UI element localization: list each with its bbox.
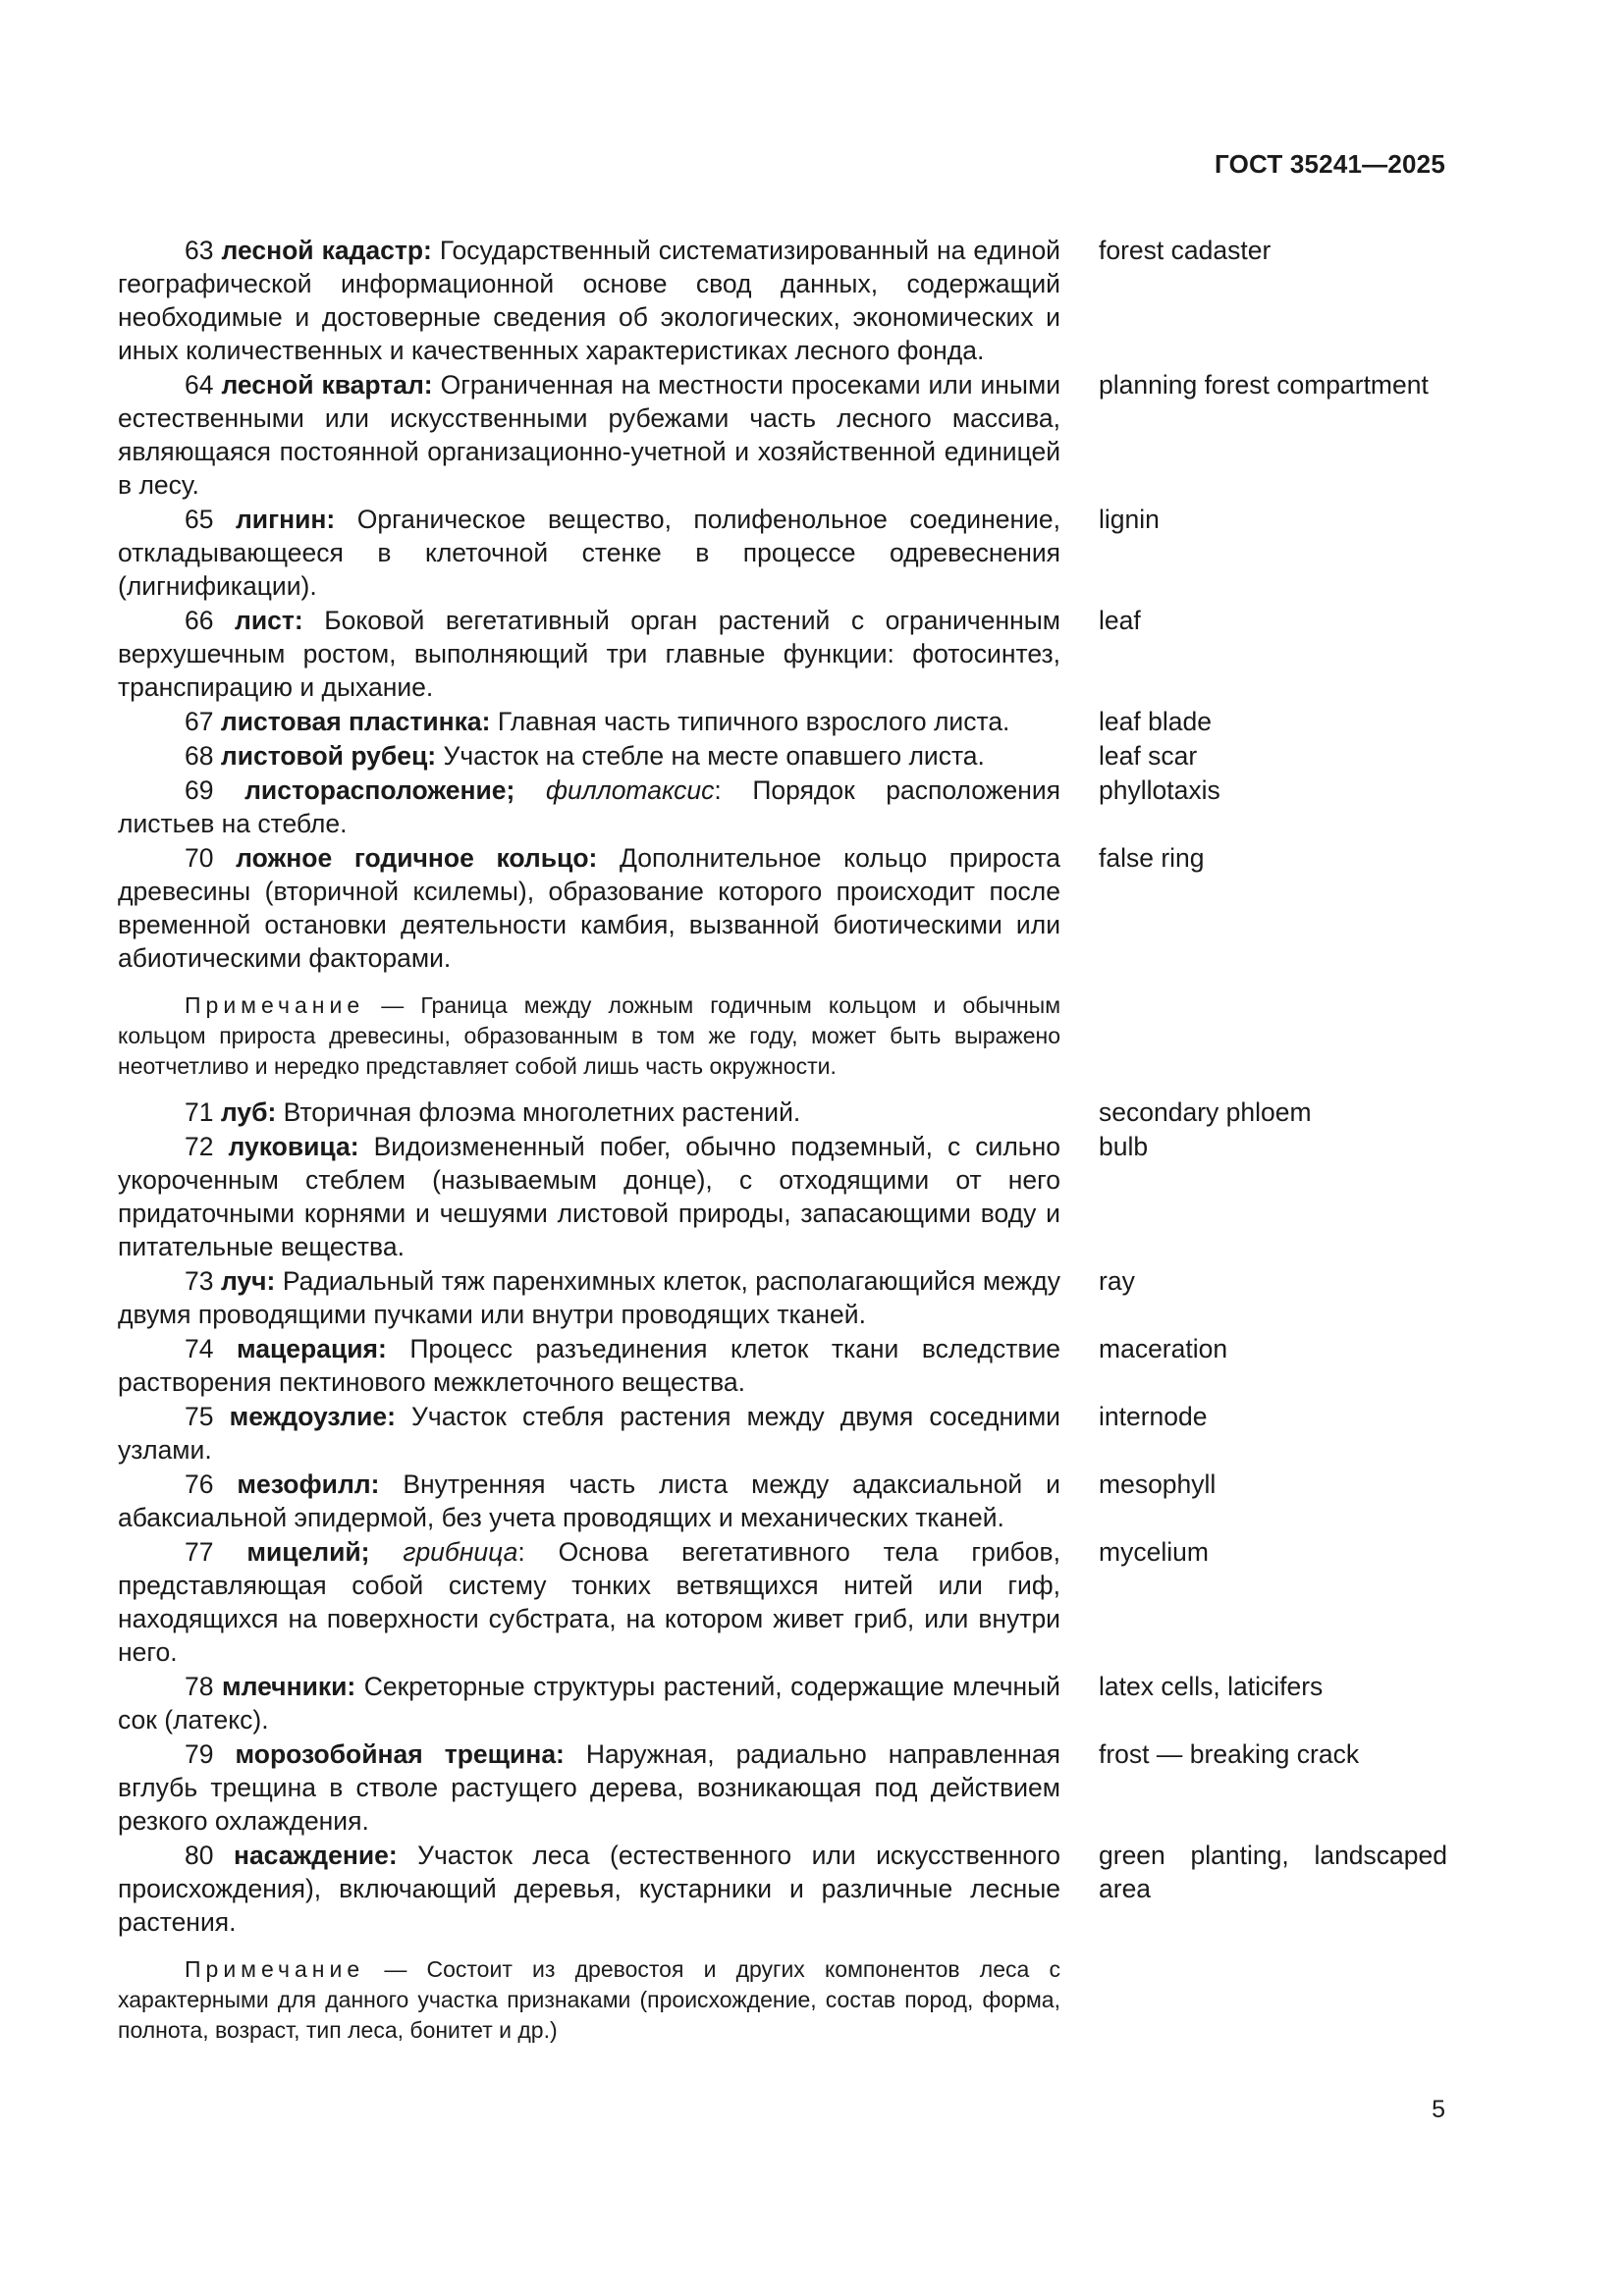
entry-66 <box>118 604 1447 704</box>
entry-synonym: грибница <box>403 1537 518 1567</box>
entry-77 <box>118 1535 1447 1669</box>
entry-definition: 64 лесной квартал: Ограниченная на местности просеками или иными естественными или искусственными рубежами часть лесного массива, являющаяся постоянной организационно-учетной и хозяйственной единицей в лесу. <box>118 370 1060 500</box>
entry-76 <box>118 1468 1447 1534</box>
entry-term: млечники: <box>222 1672 356 1701</box>
entry-term: луковица: <box>228 1132 359 1161</box>
entry-74 <box>118 1332 1447 1399</box>
entry-term: лист: <box>235 606 303 635</box>
entry-70 <box>118 841 1447 975</box>
entry-definition: 71 луб: Вторичная флоэма многолетних растений. <box>185 1097 801 1127</box>
entry-68 <box>118 739 1447 773</box>
note-entry-70: Примечание — Граница между ложным годичным кольцом и обычным кольцом прироста древесины, образованным в том же году, может быть выражено неотчетливо и нередко представляет собой лишь часть окружности. <box>118 992 1061 1079</box>
entry-english-term: leaf scar <box>1099 741 1198 771</box>
entry-definition: 67 листовая пластинка: Главная часть типичного взрослого листа. <box>185 707 1010 736</box>
document-header: ГОСТ 35241—2025 <box>1215 149 1445 179</box>
entry-definition: 74 мацерация: Процесс разъединения клеток ткани вследствие растворения пектинового межклеточного вещества. <box>118 1334 1060 1397</box>
page-number: 5 <box>1432 2096 1445 2123</box>
entry-english-term: mycelium <box>1099 1537 1209 1567</box>
entry-definition: 69 листорасположение; филлотаксис: Порядок расположения листьев на стебле. <box>118 775 1060 838</box>
note-label: Примечание <box>185 992 365 1018</box>
entry-english-term: phyllotaxis <box>1099 775 1220 805</box>
entry-term: мезофилл: <box>237 1469 380 1499</box>
entry-term: насаждение: <box>233 1841 398 1870</box>
entry-english-term: maceration <box>1099 1334 1228 1363</box>
entry-75 <box>118 1400 1447 1467</box>
entry-english-term: latex cells, laticifers <box>1099 1672 1324 1701</box>
entry-72 <box>118 1130 1447 1263</box>
entry-term: луч: <box>220 1266 276 1296</box>
entry-term: ложное годичное кольцо: <box>236 843 598 873</box>
entry-63 <box>118 234 1447 367</box>
entry-english-term: secondary phloem <box>1099 1097 1312 1127</box>
note-label: Примечание <box>185 1956 365 1982</box>
entry-english-term: bulb <box>1099 1132 1149 1161</box>
entry-term: лесной квартал: <box>221 370 433 400</box>
entry-term: лесной кадастр: <box>221 236 432 265</box>
entry-67 <box>118 705 1447 738</box>
entry-definition: 63 лесной кадастр: Государственный систематизированный на единой географической информационной основе свод данных, содержащий необходимые и достоверные сведения об экологических, экономических и иных количественных и качественных характеристиках лесного фонда. <box>118 236 1060 365</box>
entry-80 <box>118 1839 1447 1939</box>
entry-english-term: internode <box>1099 1402 1208 1431</box>
entry-term: морозобойная трещина: <box>235 1739 565 1769</box>
entry-english-term: mesophyll <box>1099 1469 1217 1499</box>
entry-english-term: ray <box>1099 1266 1135 1296</box>
entry-definition: 79 морозобойная трещина: Наружная, радиально направленная вглубь трещина в стволе растущего дерева, возникающая под действием резкого охлаждения. <box>118 1739 1060 1836</box>
entry-english-term: green planting, landscaped area <box>1099 1841 1447 1903</box>
entry-definition: 78 млечники: Секреторные структуры растений, содержащие млечный сок (латекс). <box>118 1672 1060 1735</box>
entry-english-term: forest cadaster <box>1099 236 1272 265</box>
entry-definition: 72 луковица: Видоизмененный побег, обычно подземный, с сильно укороченным стеблем (называемым донце), с отходящими от него придаточными корнями и чешуями листовой природы, запасающими воду и питательные вещества. <box>118 1132 1060 1261</box>
entry-64 <box>118 368 1447 502</box>
entry-definition: 77 мицелий; грибница: Основа вегетативного тела грибов, представляющая собой систему тонких ветвящихся нитей или гиф, находящихся на поверхности субстрата, на котором живет гриб, или внутри него. <box>118 1537 1060 1667</box>
entry-term: листовой рубец: <box>220 741 437 771</box>
entry-english-term: leaf <box>1099 606 1141 635</box>
entry-term: листорасположение; <box>244 775 515 805</box>
entry-term: луб: <box>220 1097 277 1127</box>
entry-term: листовая пластинка: <box>220 707 491 736</box>
entry-definition: 65 лигнин: Органическое вещество, полифенольное соединение, откладывающееся в клеточной стенке в процессе одревеснения (лигнификации). <box>118 505 1060 601</box>
entry-definition: 80 насаждение: Участок леса (естественного или искусственного происхождения), включающий деревья, кустарники и различные лесные растения. <box>118 1841 1060 1937</box>
entry-term: мицелий; <box>246 1537 370 1567</box>
note-entry-80: Примечание — Состоит из древостоя и других компонентов леса с характерными для данного участка признаками (происхождение, состав пород, форма, полнота, возраст, тип леса, бонитет и др.) <box>118 1956 1060 2043</box>
entry-term: лигнин: <box>235 505 336 534</box>
entry-71 <box>118 1095 1447 1129</box>
entry-term: мацерация: <box>237 1334 387 1363</box>
entry-english-term: frost — breaking crack <box>1099 1739 1360 1769</box>
entry-definition: 66 лист: Боковой вегетативный орган растений с ограниченным верхушечным ростом, выполняющий три главные функции: фотосинтез, транспирацию и дыхание. <box>118 606 1060 702</box>
entry-term: междоузлие: <box>229 1402 396 1431</box>
entry-definition: 76 мезофилл: Внутренняя часть листа между адаксиальной и абаксиальной эпидермой, без учета проводящих и механических тканей. <box>118 1469 1060 1532</box>
entry-78 <box>118 1670 1447 1736</box>
entry-79 <box>118 1737 1447 1838</box>
entry-english-term: false ring <box>1099 843 1205 873</box>
entry-definition: 75 междоузлие: Участок стебля растения между двумя соседними узлами. <box>118 1402 1060 1465</box>
entry-65 <box>118 503 1447 603</box>
entry-definition: 73 луч: Радиальный тяж паренхимных клеток, располагающийся между двумя проводящими пучками или внутри проводящих тканей. <box>118 1266 1060 1329</box>
entry-english-term: leaf blade <box>1099 707 1212 736</box>
entry-definition: 70 ложное годичное кольцо: Дополнительное кольцо прироста древесины (вторичной ксилемы), образование которого происходит после временной остановки деятельности камбия, вызванной биотическими или абиотическими факторами. <box>118 843 1060 973</box>
entry-english-term: planning forest compartment <box>1099 370 1429 400</box>
glossary-entries <box>118 234 1447 2059</box>
entry-73 <box>118 1264 1447 1331</box>
entry-definition: 68 листовой рубец: Участок на стебле на месте опавшего листа. <box>185 741 985 771</box>
entry-synonym: филлотаксис <box>545 775 715 805</box>
entry-english-term: lignin <box>1099 505 1160 534</box>
entry-69 <box>118 774 1447 840</box>
